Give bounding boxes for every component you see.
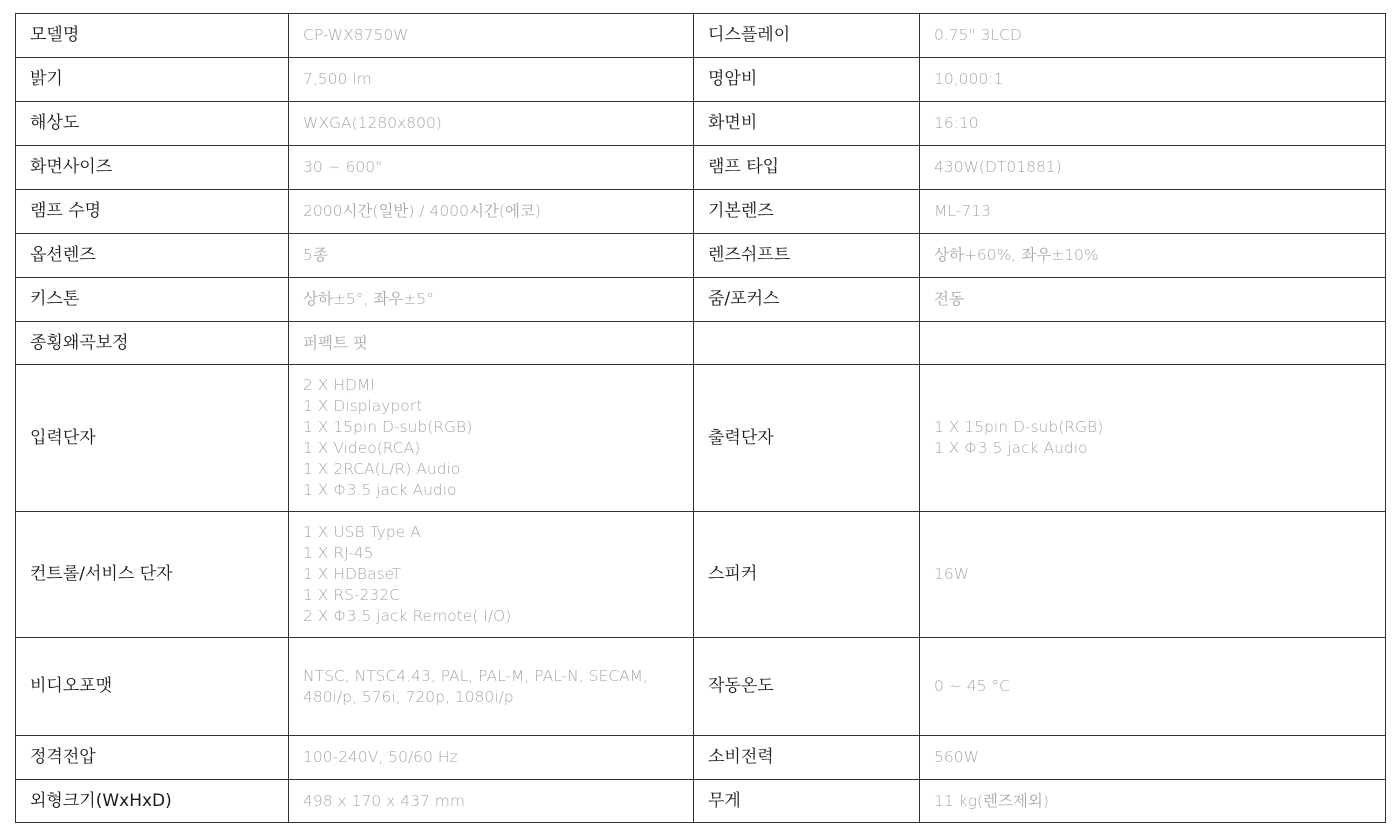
spec-value-line: 11 kg(렌즈제외) — [934, 791, 1049, 810]
spec-value — [289, 322, 694, 365]
spec-label: 작동온도 — [694, 638, 920, 736]
spec-value-line: 0.75" 3LCD — [934, 26, 1022, 44]
spec-value-line: 430W(DT01881) — [934, 158, 1062, 176]
spec-value — [920, 14, 1386, 58]
spec-value — [920, 278, 1386, 322]
spec-label — [694, 322, 920, 365]
spec-label: 무게 — [694, 780, 920, 823]
spec-label: 명암비 — [694, 58, 920, 102]
spec-value-line: CP-WX8750W — [303, 26, 409, 44]
spec-value-line: 1 X Φ3.5 jack Audio — [303, 481, 457, 499]
spec-row — [16, 736, 1386, 780]
spec-value-line: 상하+60%, 좌우±10% — [934, 246, 1099, 264]
spec-label: 종횡왜곡보정 — [16, 322, 289, 365]
spec-value — [289, 14, 694, 58]
spec-value-line: 1 X 2RCA(L/R) Audio — [303, 460, 461, 478]
spec-value-line: 2 X HDMI — [303, 376, 375, 394]
spec-value — [920, 780, 1386, 823]
spec-label: 옵션렌즈 — [16, 234, 289, 278]
spec-row — [16, 234, 1386, 278]
spec-value — [920, 736, 1386, 780]
spec-row — [16, 190, 1386, 234]
spec-label: 화면사이즈 — [16, 146, 289, 190]
spec-value-line: 상하±5°, 좌우±5° — [303, 290, 434, 308]
spec-value-line: 100-240V, 50/60 Hz — [303, 748, 458, 766]
spec-value-line: 1 X 15pin D-sub(RGB) — [303, 418, 473, 436]
spec-value — [920, 322, 1386, 365]
spec-value-line: 16W — [934, 565, 970, 583]
spec-value — [289, 638, 694, 736]
spec-value — [920, 102, 1386, 146]
spec-value — [289, 190, 694, 234]
spec-row — [16, 14, 1386, 58]
spec-value — [289, 102, 694, 146]
spec-label: 정격전압 — [16, 736, 289, 780]
spec-value-line: 2000시간(일반) / 4000시간(에코) — [303, 202, 541, 220]
spec-value-line: 2 X Φ3.5 jack Remote( I/O) — [303, 607, 512, 625]
spec-label: 외형크기(WxHxD) — [16, 780, 289, 823]
spec-label: 렌즈쉬프트 — [694, 234, 920, 278]
spec-row — [16, 365, 1386, 512]
spec-value-line: ML-713 — [934, 202, 991, 220]
spec-value — [289, 365, 694, 512]
spec-label: 모델명 — [16, 14, 289, 58]
spec-value — [289, 736, 694, 780]
spec-value-line: 0 ~ 45 °C — [934, 677, 1010, 695]
spec-label: 램프 타입 — [694, 146, 920, 190]
spec-label: 스피커 — [694, 512, 920, 638]
spec-row — [16, 638, 1386, 736]
spec-value-line: 1 X 15pin D-sub(RGB) — [934, 418, 1104, 436]
spec-label: 입력단자 — [16, 365, 289, 512]
spec-value-line: 480i/p, 576i, 720p, 1080i/p — [303, 687, 514, 706]
spec-label: 출력단자 — [694, 365, 920, 512]
spec-table — [15, 13, 1386, 823]
spec-value-line: 퍼펙트 핏 — [303, 333, 368, 352]
spec-value — [920, 234, 1386, 278]
spec-row — [16, 322, 1386, 365]
spec-row — [16, 780, 1386, 823]
spec-table-body — [16, 14, 1386, 823]
spec-row — [16, 146, 1386, 190]
spec-value-line: WXGA(1280x800) — [303, 114, 442, 132]
spec-value-line: 전동 — [934, 290, 964, 308]
spec-value — [289, 512, 694, 638]
spec-row — [16, 58, 1386, 102]
spec-value — [920, 58, 1386, 102]
spec-value — [289, 58, 694, 102]
spec-label: 비디오포맷 — [16, 638, 289, 736]
spec-label: 줌/포커스 — [694, 278, 920, 322]
spec-label: 컨트롤/서비스 단자 — [16, 512, 289, 638]
spec-value-line: 1 X RS-232C — [303, 586, 400, 604]
spec-label: 밝기 — [16, 58, 289, 102]
spec-value-line: 1 X Video(RCA) — [303, 439, 421, 457]
spec-value-line: NTSC, NTSC4.43, PAL, PAL-M, PAL-N, SECAM, — [303, 666, 648, 685]
spec-label: 소비전력 — [694, 736, 920, 780]
spec-value — [920, 365, 1386, 512]
spec-label: 디스플레이 — [694, 14, 920, 58]
spec-value — [920, 190, 1386, 234]
spec-value — [920, 146, 1386, 190]
spec-value-line: 30 ~ 600" — [303, 158, 383, 176]
spec-value-line: 5종 — [303, 246, 328, 264]
spec-value — [289, 234, 694, 278]
spec-value — [920, 512, 1386, 638]
spec-label: 해상도 — [16, 102, 289, 146]
spec-label: 화면비 — [694, 102, 920, 146]
spec-value — [920, 638, 1386, 736]
spec-row — [16, 102, 1386, 146]
spec-value — [289, 278, 694, 322]
spec-value-line: 1 X Displayport — [303, 397, 423, 415]
spec-value — [289, 146, 694, 190]
spec-value-line: 498 x 170 x 437 mm — [303, 791, 465, 810]
spec-value — [289, 780, 694, 823]
spec-value-line: 1 X RJ-45 — [303, 544, 374, 562]
spec-value-line: 1 X Φ3.5 jack Audio — [934, 439, 1088, 457]
spec-row — [16, 278, 1386, 322]
spec-value-line: 16:10 — [934, 114, 979, 132]
spec-label: 키스톤 — [16, 278, 289, 322]
spec-value-line: 10,000:1 — [934, 70, 1004, 88]
spec-value-line: 1 X HDBaseT — [303, 565, 402, 583]
spec-label: 기본렌즈 — [694, 190, 920, 234]
spec-label: 램프 수명 — [16, 190, 289, 234]
spec-value-line: 560W — [934, 748, 979, 766]
spec-row — [16, 512, 1386, 638]
spec-value-line: 7,500 lm — [303, 70, 372, 88]
spec-value-line: 1 X USB Type A — [303, 523, 421, 541]
